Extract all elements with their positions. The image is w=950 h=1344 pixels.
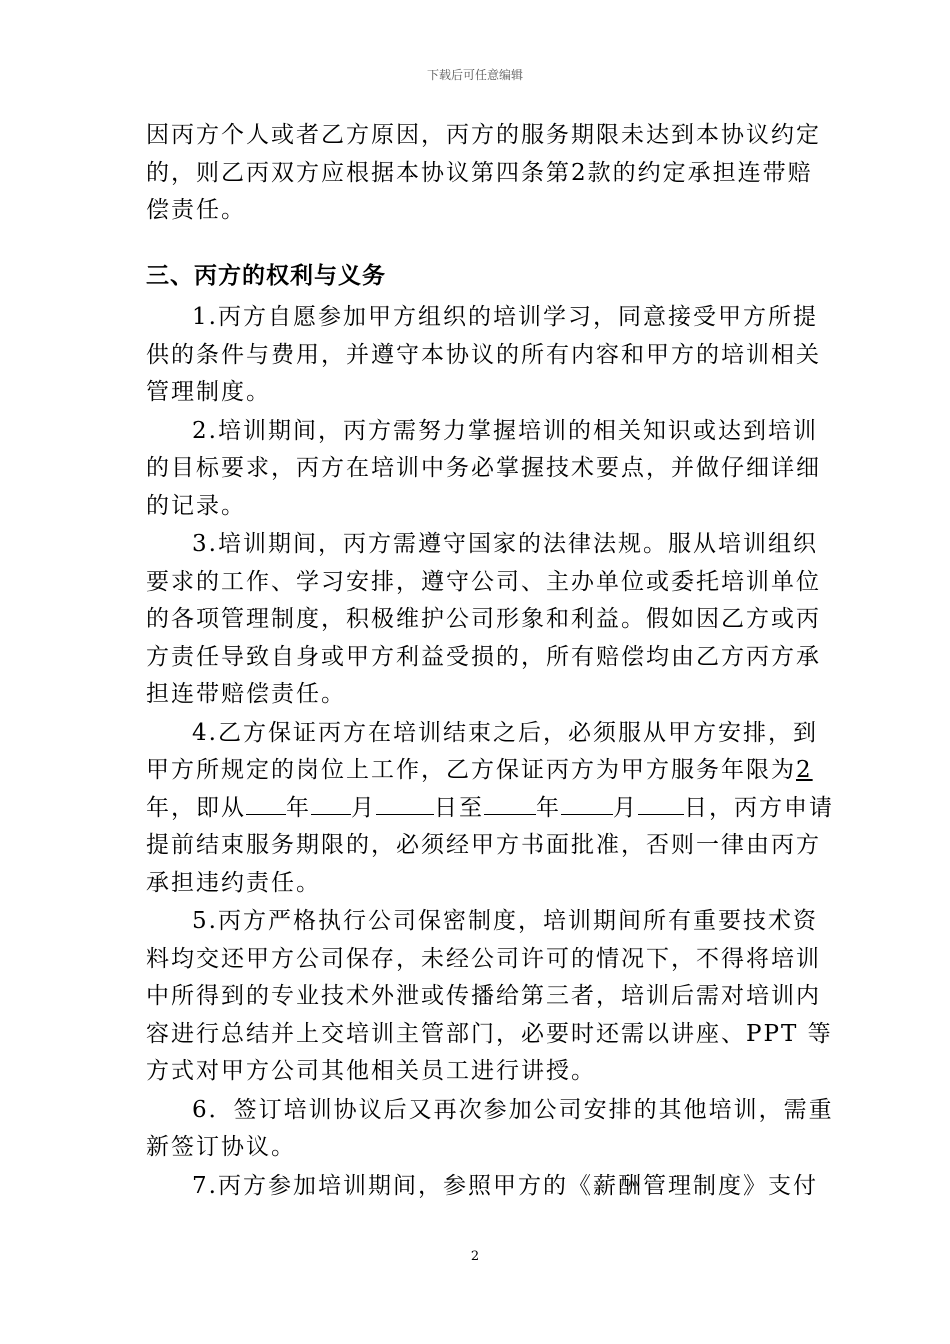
section-heading: 三、丙方的权利与义务 (146, 262, 386, 289)
clause-4 (146, 715, 834, 903)
end-month-blank[interactable] (561, 790, 613, 815)
page-header: 下载后可任意编辑 (426, 68, 523, 82)
text-line: 因丙方个人或者乙方原因，丙方的服务期限未达到本协议约定 (146, 122, 821, 148)
text-line: 5.丙方严格执行公司保密制度，培训期间所有重要技术资 (192, 908, 818, 934)
start-day-blank[interactable] (376, 790, 434, 815)
text-segment: 日至 (434, 794, 484, 821)
text-line: 料均交还甲方公司保存，未经公司许可的情况下，不得将培训 (146, 945, 821, 972)
date-line (146, 790, 834, 828)
document-body (146, 117, 834, 1206)
clause-3 (146, 526, 821, 714)
text-line: 供的条件与费用，并遵守本协议的所有内容和甲方的培训相关 (146, 341, 821, 368)
text-line: 方式对甲方公司其他相关员工进行讲授。 (146, 1058, 596, 1084)
clause-2 (146, 413, 821, 526)
clause-6 (146, 1092, 834, 1167)
text-line: 中所得到的专业技术外泄或传播给第三者，培训后需对培训内 (146, 983, 821, 1009)
clause-1 (146, 299, 821, 412)
text-line: 管理制度。 (146, 379, 271, 405)
start-month-blank[interactable] (311, 790, 351, 815)
text-segment: 年 (286, 794, 311, 821)
text-line: 容进行总结并上交培训主管部门，必要时还需以讲座、PPT 等 (146, 1020, 833, 1047)
text-segment: 年，即从 (146, 794, 246, 821)
intro-paragraph (146, 117, 821, 230)
text-line: 3.培训期间，丙方需遵守国家的法律法规。服从培训组织 (192, 531, 818, 557)
start-year-blank[interactable] (246, 790, 286, 815)
text-line: 的各项管理制度，积极维护公司形象和利益。假如因乙方或丙 (146, 606, 821, 632)
page-number: 2 (470, 1249, 480, 1264)
text-line: 提前结束服务期限的，必须经甲方书面批准，否则一律由丙方 (146, 832, 821, 858)
text-line: 的记录。 (146, 492, 246, 519)
text-segment: 月 (351, 794, 376, 821)
text-line: 1.丙方自愿参加甲方组织的培训学习，同意接受甲方所提 (192, 304, 818, 330)
text-line (146, 752, 813, 790)
text-segment: 甲方所规定的岗位上工作，乙方保证丙方为甲方服务年限为 (146, 757, 796, 783)
end-day-blank[interactable] (638, 790, 684, 815)
text-line: 担连带赔偿责任。 (146, 681, 346, 707)
text-line: 承担违约责任。 (146, 869, 321, 896)
text-line: 的，则乙丙双方应根据本协议第四条第2款的约定承担连带赔 (146, 159, 813, 186)
text-line: 要求的工作、学习安排，遵守公司、主办单位或委托培训单位 (146, 568, 821, 595)
text-line: 的目标要求，丙方在培训中务必掌握技术要点，并做仔细详细 (146, 455, 821, 481)
text-line: 方责任导致自身或甲方利益受损的，所有赔偿均由乙方丙方承 (146, 643, 821, 670)
text-line: 新签订协议。 (146, 1134, 296, 1160)
text-segment: 年 (536, 794, 561, 821)
service-years-value: 2 (796, 757, 813, 783)
text-line: 2.培训期间，丙方需努力掌握培训的相关知识或达到培训 (192, 417, 818, 444)
text-segment: 月 (613, 794, 638, 821)
clause-7 (146, 1168, 818, 1206)
end-year-blank[interactable] (484, 790, 536, 815)
text-line: 偿责任。 (146, 197, 246, 223)
text-line: 6．签订培训协议后又再次参加公司安排的其他培训，需重 (192, 1096, 834, 1123)
text-segment: 日，丙方申请 (684, 794, 834, 821)
clause-5 (146, 903, 833, 1091)
text-line: 4.乙方保证丙方在培训结束之后，必须服从甲方安排，到 (192, 719, 818, 746)
text-line: 7.丙方参加培训期间，参照甲方的《薪酬管理制度》支付 (192, 1172, 818, 1199)
